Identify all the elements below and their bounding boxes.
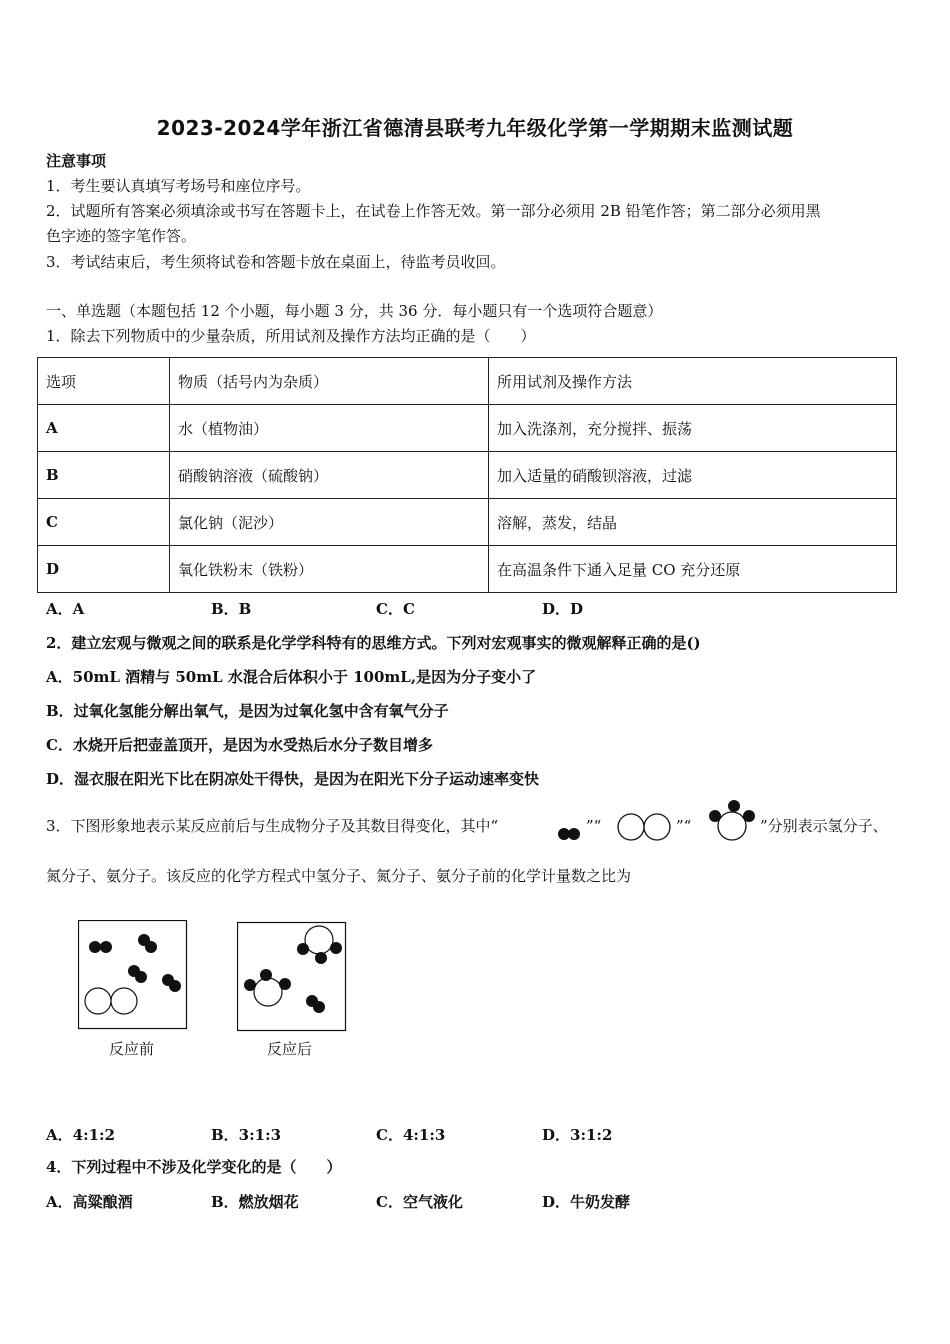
table-header-cell: 所用试剂及操作方法 [489,358,897,405]
table-cell: A [38,405,170,452]
question-3-stem-part2: ”分别表示氢分子、 [760,817,888,835]
table-cell: 硝酸钠溶液（硫酸钠） [170,452,489,499]
choice-b[interactable]: B．过氧化氢能分解出氧气，是因为过氧化氢中含有氧气分子 [46,702,449,720]
table-row [38,546,897,593]
question-2-stem: 2．建立宏观与微观之间的联系是化学学科特有的思维方式。下列对宏观事实的微观解释正确的是() [46,634,701,652]
table-cell: 加入适量的硝酸钡溶液，过滤 [489,452,897,499]
table-cell: 溶解，蒸发，结晶 [489,499,897,546]
table-header-row [38,358,897,405]
table-cell: 氧化铁粉末（铁粉） [170,546,489,593]
question-1-table [37,357,897,593]
notice-item: 2．试题所有答案必须填涂或书写在答题卡上，在试卷上作答无效。第一部分必须用 2B 铅笔作答；第二部分必须用黑 [46,202,821,220]
table-cell: D [38,546,170,593]
notice-heading: 注意事项 [46,152,107,170]
choice-c[interactable]: C．水烧开后把壶盖顶开，是因为水受热后水分子数目增多 [46,736,433,754]
reaction-after-caption: 反应后 [267,1040,313,1058]
table-cell: 在高温条件下通入足量 CO 充分还原 [489,546,897,593]
notice-item: 1．考生要认真填写考场号和座位序号。 [46,177,311,195]
choice-b[interactable]: B．3:1:3 [211,1126,282,1144]
reaction-before-caption: 反应前 [109,1040,155,1058]
table-row [38,499,897,546]
hydrogen-molecule-icon [555,824,585,842]
ammonia-molecule-icon [704,798,760,844]
question-4-stem: 4．下列过程中不涉及化学变化的是（ ） [46,1158,342,1176]
table-header-cell: 物质（括号内为杂质） [170,358,489,405]
choice-b[interactable]: B．B [211,600,252,618]
choice-c[interactable]: C．空气液化 [376,1193,463,1211]
choice-c[interactable]: C．4:1:3 [376,1126,446,1144]
choice-a[interactable]: A．高粱酿酒 [46,1193,133,1211]
section-heading: 一、单选题（本题包括 12 个小题，每小题 3 分，共 36 分．每小题只有一个选项符合题意） [46,302,663,320]
choice-b[interactable]: B．燃放烟花 [211,1193,299,1211]
choice-c[interactable]: C．C [376,600,415,618]
question-3-stem-part1: 3．下图形象地表示某反应前后与生成物分子及其数目得变化，其中“ [46,817,499,835]
nitrogen-molecule-icon [614,810,676,844]
table-cell: B [38,452,170,499]
table-row [38,405,897,452]
choice-d[interactable]: D．牛奶发酵 [542,1193,631,1211]
question-1-stem: 1．除去下列物质中的少量杂质，所用试剂及操作方法均正确的是（ ） [46,327,536,345]
question-3-stem-line2: 氮分子、氨分子。该反应的化学方程式中氢分子、氮分子、氨分子前的化学计量数之比为 [46,867,632,885]
choice-d[interactable]: D．D [542,600,584,618]
table-row [38,452,897,499]
reaction-before-box [78,920,188,1030]
choice-a[interactable]: A．50mL 酒精与 50mL 水混合后体积小于 100mL,是因为分子变小了 [46,668,537,686]
table-header-cell: 选项 [38,358,170,405]
table-cell: 氯化钠（泥沙） [170,499,489,546]
notice-item: 3．考试结束后，考生须将试卷和答题卡放在桌面上，待监考员收回。 [46,253,506,271]
quote-separator: ”“ [676,817,692,835]
choice-d[interactable]: D．湿衣服在阳光下比在阴凉处干得快，是因为在阳光下分子运动速率变快 [46,770,540,788]
table-cell: 加入洗涤剂，充分搅拌、振荡 [489,405,897,452]
quote-separator: ”“ [586,817,602,835]
table-cell: 水（植物油） [170,405,489,452]
notice-item: 色字迹的签字笔作答。 [46,227,197,245]
choice-a[interactable]: A．4:1:2 [46,1126,116,1144]
page-title: 2023-2024学年浙江省德清县联考九年级化学第一学期期末监测试题 [156,116,794,140]
reaction-after-box [237,920,347,1032]
choice-a[interactable]: A．A [46,600,85,618]
choice-d[interactable]: D．3:1:2 [542,1126,613,1144]
table-cell: C [38,499,170,546]
